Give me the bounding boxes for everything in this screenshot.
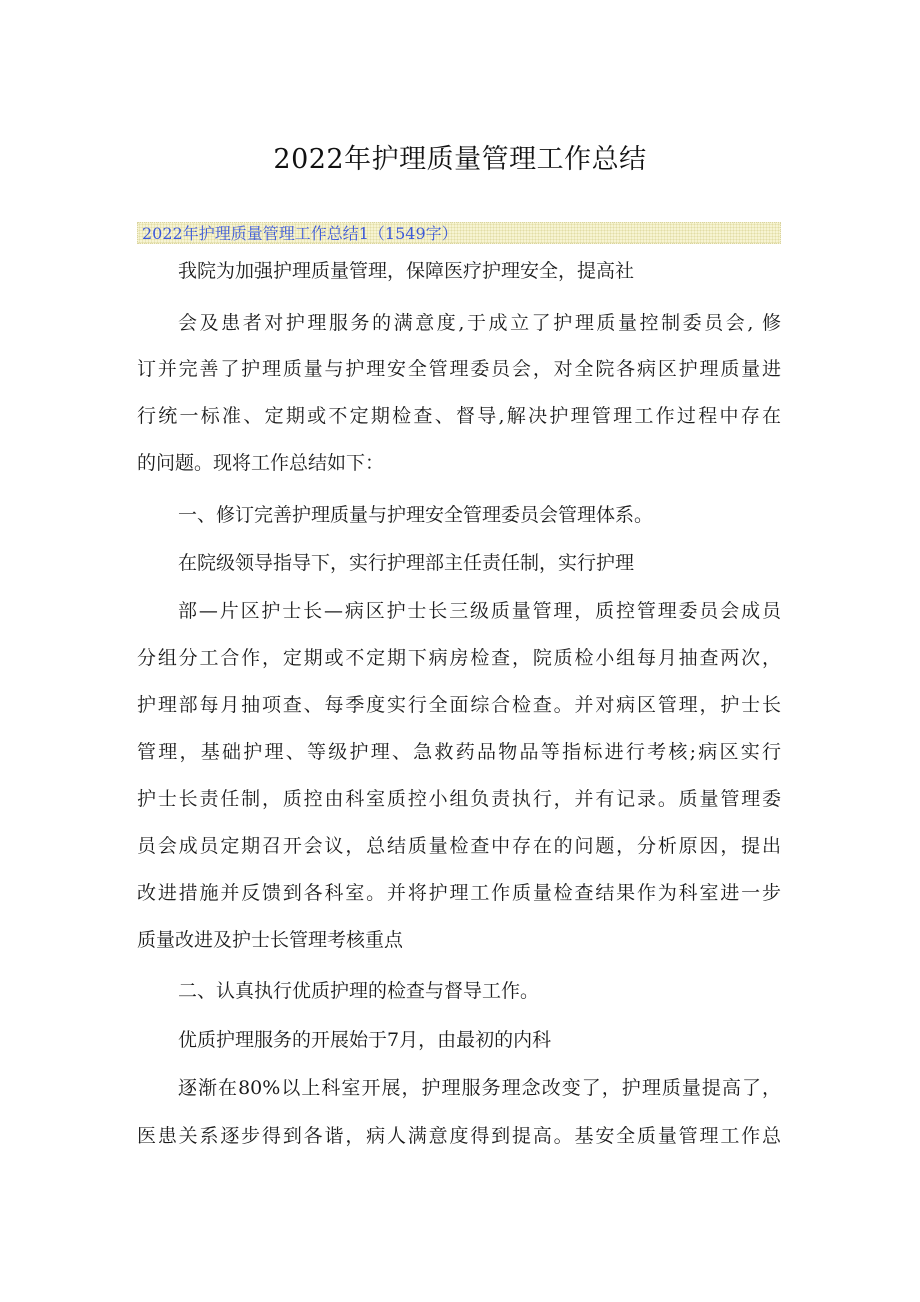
- paragraph-line: 我院为加强护理质量管理，保障医疗护理安全，提高社: [178, 260, 635, 282]
- paragraph-line: 分组分工合作，定期或不定期下病房检查，院质检小组每月抽查两次，: [137, 647, 781, 669]
- paragraph-line: 医患关系逐步得到各谐，病人满意度得到提高。基安全质量管理工作总: [137, 1125, 781, 1147]
- paragraph-line: 管理，基础护理、等级护理、急救药品物品等指标进行考核;病区实行: [137, 741, 781, 763]
- paragraph-line: 护理部每月抽项查、每季度实行全面综合检查。并对病区管理，护士长: [137, 694, 781, 716]
- paragraph-line: 优质护理服务的开展始于7月，由最初的内科: [178, 1029, 552, 1051]
- toc-link[interactable]: 2022年护理质量管理工作总结1（1549字）: [137, 222, 781, 244]
- paragraph-line: 的问题。现将工作总结如下：: [137, 452, 385, 474]
- document-title: 2022年护理质量管理工作总结: [273, 144, 647, 175]
- paragraph-line: 质量改进及护士长管理考核重点: [137, 929, 404, 951]
- paragraph-line: 逐渐在80%以上科室开展，护理服务理念改变了，护理质量提高了，: [178, 1077, 781, 1099]
- paragraph-line: 护士长责任制，质控由科室质控小组负责执行，并有记录。质量管理委: [137, 788, 781, 810]
- paragraph-line: 改进措施并反馈到各科室。并将护理工作质量检查结果作为科室进一步: [137, 882, 781, 904]
- paragraph-line: 订并完善了护理质量与护理安全管理委员会，对全院各病区护理质量进: [137, 358, 781, 380]
- paragraph-line: 部—片区护士长—病区护士长三级质量管理，质控管理委员会成员: [178, 600, 781, 622]
- section-heading: 二、认真执行优质护理的检查与督导工作。: [178, 980, 540, 1002]
- paragraph-line: 员会成员定期召开会议，总结质量检查中存在的问题，分析原因，提出: [137, 835, 781, 857]
- paragraph-line: 会及患者对护理服务的满意度,于成立了护理质量控制委员会, 修: [178, 312, 781, 334]
- paragraph-line: 行统一标准、定期或不定期检查、督导,解决护理管理工作过程中存在: [137, 405, 781, 427]
- section-heading: 一、修订完善护理质量与护理安全管理委员会管理体系。: [178, 504, 654, 526]
- paragraph-line: 在院级领导指导下，实行护理部主任责任制，实行护理: [178, 552, 635, 574]
